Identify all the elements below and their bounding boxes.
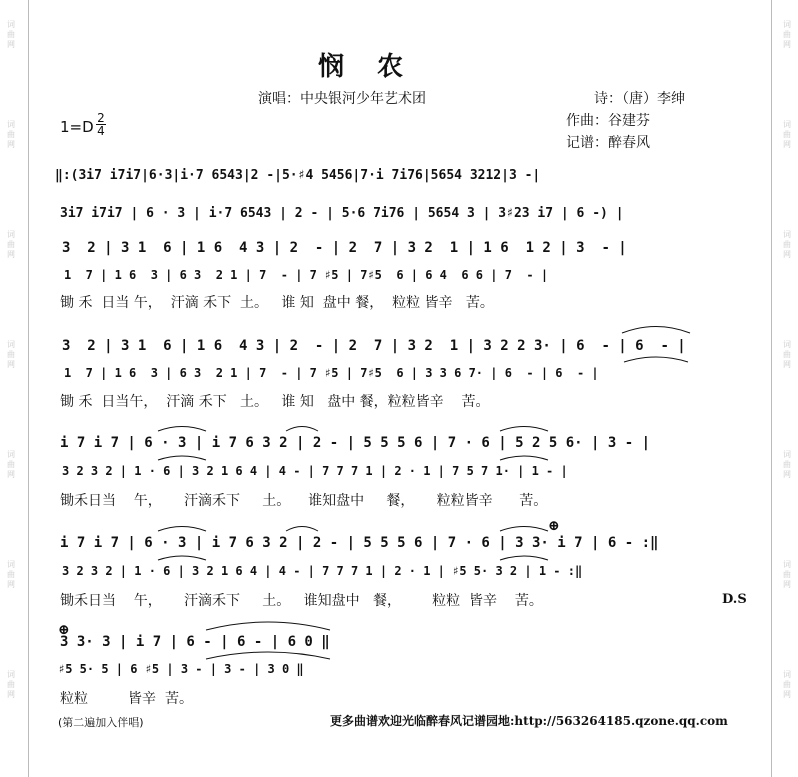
- harmony-line: 3 2 3 2 | 1 · 6 | 3 2 1 6 4 | 4 - | 7 7 7 1 | 2 · 1 | 7 5 7 1· | 1 - |: [62, 464, 568, 478]
- watermark-right: 词曲网: [783, 120, 791, 149]
- watermark-left: 词曲网: [7, 20, 15, 49]
- slur: [158, 427, 206, 432]
- watermark-right: 词曲网: [783, 450, 791, 479]
- slur: [500, 527, 548, 532]
- slur: [624, 357, 688, 362]
- slur: [622, 327, 690, 334]
- slur: [158, 527, 206, 532]
- watermark-left: 词曲网: [7, 230, 15, 259]
- watermark-left: 词曲网: [7, 670, 15, 699]
- lyrics-line: 锄 禾 日当午， 汗滴 禾下 土。 谁 知 盘中 餐，粒粒皆辛 苦。: [60, 394, 490, 410]
- slur: [500, 427, 548, 432]
- watermark-left: 词曲网: [7, 120, 15, 149]
- melody-line: 3i7 i7i7 | 6 · 3 | i·7 6543 | 2 - | 5·6 7i76 | 5654 3 | 3♯23 i7 | 6 -) |: [60, 206, 624, 221]
- watermark-left: 词曲网: [7, 560, 15, 589]
- lyrics-line: 锄禾日当 午， 汗滴禾下 土。 谁知盘中 餐， 粒粒皆辛 苦。: [60, 493, 548, 509]
- lyrics-line: 粒粒 皆辛 苦。: [60, 691, 193, 707]
- melody-line: i 7 i 7 | 6 · 3 | i 7 6 3 2 | 2 - | 5 5 5 6 | 7 · 6 | 3 3· i 7 | 6 - :‖: [60, 535, 659, 551]
- melody-line: 3 2 | 3 1 6 | 1 6 4 3 | 2 - | 2 7 | 3 2 1 | 1 6 1 2 | 3 - |: [62, 240, 627, 256]
- dal-segno-mark: D.S: [722, 592, 747, 607]
- slur: [500, 556, 548, 560]
- coda-sign: ⊕: [548, 518, 560, 534]
- lyricist: 诗：（唐）李绅: [594, 91, 685, 107]
- song-title: 悯 农: [318, 52, 416, 82]
- slur: [286, 427, 318, 432]
- slur: [286, 527, 318, 532]
- harmony-line: 1 7 | 1 6 3 | 6 3 2 1 | 7 - | 7 ♯5 | 7♯5 6 | 6 4 6 6 | 7 - |: [64, 268, 549, 282]
- slur: [206, 622, 330, 630]
- footnote-website: 更多曲谱欢迎光临醉春风记谱园地:http://563264185.qzone.qq.com: [330, 714, 728, 728]
- composer: 作曲：谷建芬: [566, 113, 650, 129]
- lyrics-line: 锄禾日当 午， 汗滴禾下 土。 谁知盘中 餐， 粒粒 皆辛 苦。: [60, 593, 543, 609]
- watermark-left: 词曲网: [7, 340, 15, 369]
- watermark-right: 词曲网: [783, 670, 791, 699]
- melody-line: i 7 i 7 | 6 · 3 | i 7 6 3 2 | 2 - | 5 5 5 6 | 7 · 6 | 5 2 5 6· | 3 - |: [60, 435, 651, 451]
- time-signature-bottom: 4: [97, 124, 105, 138]
- watermark-right: 词曲网: [783, 560, 791, 589]
- harmony-line: 3 2 3 2 | 1 · 6 | 3 2 1 6 4 | 4 - | 7 7 7 1 | 2 · 1 | ♯5 5· 3 2 | 1 - :‖: [62, 564, 583, 578]
- lyrics-line: 锄 禾 日当 午， 汗滴 禾下 土。 谁 知 盘中 餐， 粒粒 皆辛 苦。: [60, 295, 494, 311]
- melody-line: 3 2 | 3 1 6 | 1 6 4 3 | 2 - | 2 7 | 3 2 1 | 3 2 2 3· | 6 - | 6 - |: [62, 338, 686, 354]
- coda-sign: ⊕: [58, 622, 70, 638]
- transcriber: 记谱：醉春风: [566, 135, 650, 151]
- watermark-right: 词曲网: [783, 340, 791, 369]
- watermark-left: 词曲网: [7, 450, 15, 479]
- watermark-right: 词曲网: [783, 230, 791, 259]
- watermark-right: 词曲网: [783, 20, 791, 49]
- melody-line: 3 3· 3 | i 7 | 6 - | 6 - | 6 0 ‖: [60, 634, 330, 650]
- harmony-line: 1 7 | 1 6 3 | 6 3 2 1 | 7 - | 7 ♯5 | 7♯5 6 | 3 3 6 7· | 6 - | 6 - |: [64, 366, 599, 380]
- harmony-line: ♯5 5· 5 | 6 ♯5 | 3 - | 3 - | 3 0 ‖: [58, 662, 304, 676]
- singer: 演唱：中央银河少年艺术团: [258, 91, 426, 107]
- slur: [206, 652, 330, 659]
- slur: [158, 456, 206, 460]
- key-signature: 1=D: [60, 118, 94, 136]
- footnote-accompaniment: (第二遍加入伴唱): [58, 716, 144, 729]
- melody-line: ‖:(3i7 i7i7|6·3|i·7 6543|2 -|5·♯4 5456|7·i 7i76|5654 3212|3 -|: [55, 168, 541, 183]
- time-signature-top: 2: [97, 111, 105, 125]
- slur: [158, 556, 206, 560]
- slur: [500, 456, 548, 460]
